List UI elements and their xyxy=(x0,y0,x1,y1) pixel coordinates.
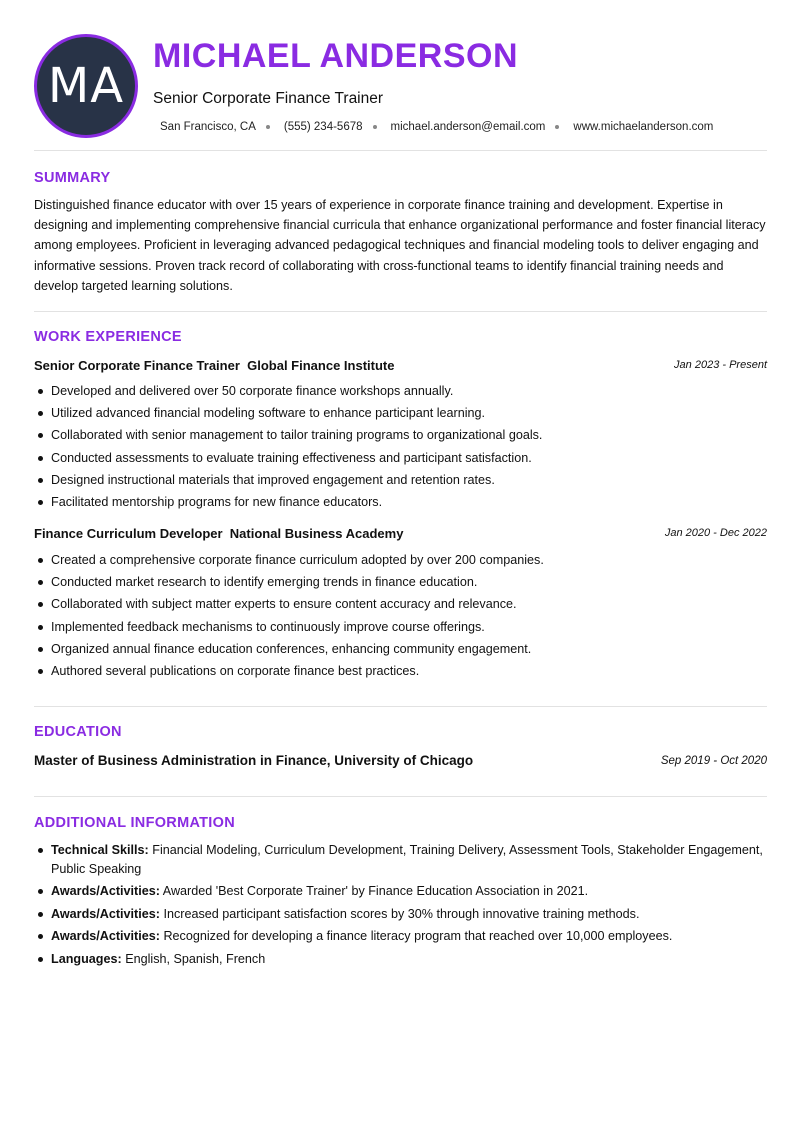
languages-label: Languages: xyxy=(51,951,122,966)
list-item xyxy=(34,927,767,946)
section-divider xyxy=(34,311,767,312)
job-role: Senior Corporate Finance Trainer xyxy=(34,358,240,373)
contact-location: San Francisco, CA xyxy=(160,121,256,133)
education-heading: EDUCATION xyxy=(34,724,122,740)
list-item: Implemented feedback mechanisms to continuously improve course offerings. xyxy=(34,616,767,638)
job-title: Senior Corporate Finance Trainer xyxy=(153,90,384,107)
resume-header xyxy=(34,34,768,138)
summary-heading: SUMMARY xyxy=(34,170,111,186)
languages-text: English, Spanish, French xyxy=(125,951,266,966)
item-text: Awarded 'Best Corporate Trainer' by Finance Education Association in 2021. xyxy=(162,884,589,899)
candidate-name: MICHAEL ANDERSON xyxy=(153,37,519,75)
list-item: Authored several publications on corporate finance best practices. xyxy=(34,660,767,682)
job-header xyxy=(34,526,767,544)
item-text: Increased participant satisfaction scores by 30% through innovative training methods. xyxy=(163,906,640,921)
list-item: Designed instructional materials that improved engagement and retention rates. xyxy=(34,469,767,491)
degree: Master of Business Administration in Finance, University of Chicago xyxy=(34,753,474,768)
education-dates: Sep 2019 - Oct 2020 xyxy=(660,755,767,767)
list-item: Organized annual finance education conferences, enhancing community engagement. xyxy=(34,638,767,660)
section-divider xyxy=(34,150,767,151)
additional-heading: ADDITIONAL INFORMATION xyxy=(34,815,235,831)
separator-dot xyxy=(373,125,377,129)
separator-dot xyxy=(266,125,270,129)
avatar xyxy=(34,34,138,138)
list-item: Conducted assessments to evaluate training effectiveness and participant satisfaction. xyxy=(34,447,767,469)
job-company: Global Finance Institute xyxy=(247,358,395,373)
experience-heading: WORK EXPERIENCE xyxy=(34,329,182,345)
item-text: Recognized for developing a finance literacy program that reached over 10,000 employees. xyxy=(163,928,673,943)
item-text: Financial Modeling, Curriculum Development, Training Delivery, Assessment Tools, Stakeholder Engagement, Public Speaking xyxy=(51,843,763,876)
list-item: Facilitated mentorship programs for new finance educators. xyxy=(34,491,767,513)
education-entry xyxy=(34,753,767,773)
item-label: Technical Skills: xyxy=(51,843,149,857)
list-item: Conducted market research to identify emerging trends in finance education. xyxy=(34,571,767,593)
list-item: Utilized advanced financial modeling software to enhance participant learning. xyxy=(34,402,767,424)
contact-website[interactable]: www.michaelanderson.com xyxy=(573,121,714,133)
job-company: National Business Academy xyxy=(229,526,404,541)
contact-phone: (555) 234-5678 xyxy=(283,121,363,133)
list-item: Created a comprehensive corporate finance curriculum adopted by over 200 companies. xyxy=(34,549,767,571)
job-role-company xyxy=(34,358,394,373)
separator-dot xyxy=(555,125,559,129)
job-dates: Jan 2023 - Present xyxy=(674,359,767,371)
section-divider xyxy=(34,706,767,707)
summary-text: Distinguished finance educator with over 15 years of experience in corporate finance training and development. Expertise in designing and implementing comprehensive financial curricula that enhance organizational performance and foster financial literacy among employees. Proficient in leveraging advanced pedagogical techniques and financial modeling tools to deliver engaging and informative sessions. Proven track record of collaborating with cross-functional teams to identify financial training needs and develop targeted learning solutions. xyxy=(34,198,766,293)
contact-line xyxy=(160,121,713,133)
job-header xyxy=(34,358,767,376)
list-item xyxy=(34,882,767,901)
list-item xyxy=(34,905,767,924)
item-label: Awards/Activities: xyxy=(51,884,160,899)
job-dates: Jan 2020 - Dec 2022 xyxy=(664,527,767,539)
list-item xyxy=(34,841,767,879)
job-bullets xyxy=(34,380,767,513)
job-bullets xyxy=(34,549,767,682)
job-role-company xyxy=(34,526,403,541)
contact-email[interactable]: michael.anderson@email.com xyxy=(390,121,546,133)
section-divider xyxy=(34,796,767,797)
item-label: Awards/Activities: xyxy=(51,906,160,921)
list-item: Collaborated with subject matter experts to ensure content accuracy and relevance. xyxy=(34,593,767,615)
job-role: Finance Curriculum Developer xyxy=(34,526,223,541)
list-item: Developed and delivered over 50 corporate finance workshops annually. xyxy=(34,380,767,402)
additional-list xyxy=(34,841,767,972)
list-item xyxy=(34,950,767,969)
avatar-initials: MA xyxy=(47,58,125,114)
item-label: Awards/Activities: xyxy=(51,928,160,943)
list-item: Collaborated with senior management to tailor training programs to organizational goals. xyxy=(34,424,767,446)
